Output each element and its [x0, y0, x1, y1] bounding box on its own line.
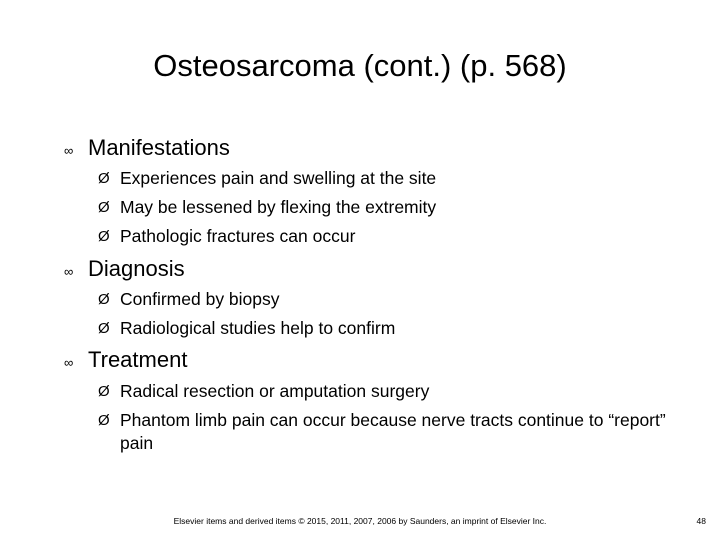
list-item: Ø Pathologic fractures can occur — [98, 226, 356, 246]
section-manifestations — [64, 134, 230, 162]
list-item: Ø Experiences pain and swelling at the site — [98, 168, 437, 188]
arrow-bullet-icon: Ø — [98, 291, 110, 308]
arrow-bullet-icon: Ø — [98, 412, 110, 429]
copyright-footer: Elsevier items and derived items © 2015, 2011, 2007, 2006 by Saunders, an imprint of Elsevier Inc. — [173, 516, 547, 526]
arrow-bullet-icon: Ø — [98, 228, 110, 245]
section-diagnosis — [64, 255, 185, 283]
page-number: 48 — [696, 516, 706, 526]
list-item: Ø Radiological studies help to confirm — [98, 318, 396, 338]
arrow-bullet-icon: Ø — [98, 199, 110, 216]
list-item: Ø Phantom limb pain can occur because nerve tracts continue to “report” pain — [98, 410, 666, 453]
section-heading: Treatment — [88, 347, 188, 372]
arrow-bullet-icon: Ø — [98, 320, 110, 337]
infinity-bullet-icon: ∞ — [64, 142, 74, 158]
infinity-bullet-icon: ∞ — [64, 263, 74, 279]
list-item: Ø Confirmed by biopsy — [98, 289, 280, 309]
list-item: Ø Radical resection or amputation surgery — [98, 381, 430, 401]
arrow-bullet-icon: Ø — [98, 170, 110, 187]
arrow-bullet-icon: Ø — [98, 383, 110, 400]
section-heading: Manifestations — [88, 135, 230, 160]
section-treatment — [64, 346, 187, 374]
list-item: Ø May be lessened by flexing the extremity — [98, 197, 437, 217]
infinity-bullet-icon: ∞ — [64, 354, 74, 370]
section-heading: Diagnosis — [88, 256, 185, 281]
slide-title: Osteosarcoma (cont.) (p. 568) — [153, 48, 567, 83]
